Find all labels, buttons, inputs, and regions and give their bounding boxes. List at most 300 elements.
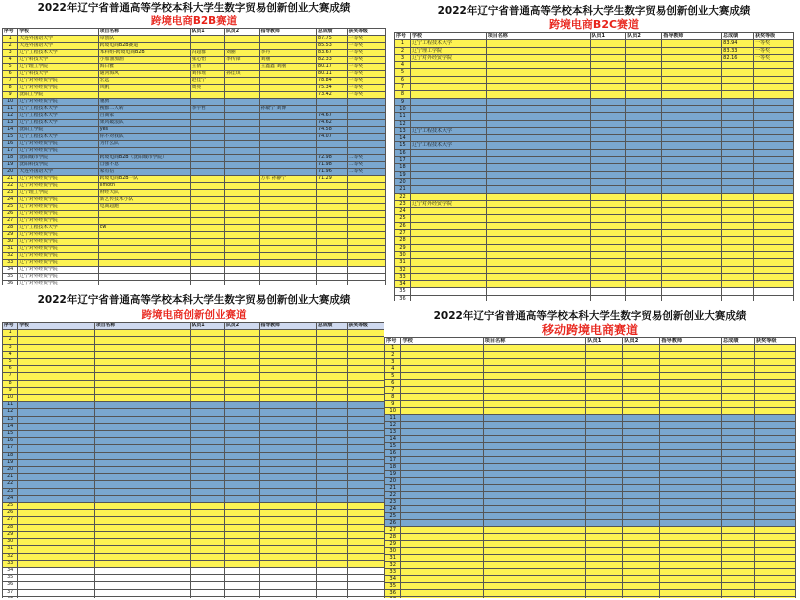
table-cell	[483, 485, 586, 492]
table-cell	[259, 92, 316, 99]
table-cell: 11	[385, 415, 401, 422]
table-cell	[317, 452, 348, 459]
table-cell: 辽宁对外经贸学院	[410, 54, 486, 61]
table-cell	[94, 445, 190, 452]
table-row	[395, 266, 794, 273]
table-cell: 27	[385, 527, 401, 534]
table-cell	[225, 281, 259, 286]
column-header: 项目名称	[483, 338, 586, 345]
table-cell: 5	[395, 69, 411, 76]
table-cell	[190, 467, 224, 474]
table-cell	[483, 583, 586, 590]
table-cell: 辽宁对外经贸学院	[18, 183, 98, 190]
column-header: 学校	[410, 33, 486, 40]
table-row	[395, 47, 794, 54]
table-cell	[317, 141, 348, 148]
table-cell	[586, 345, 623, 352]
table-cell	[259, 416, 316, 423]
table-cell	[401, 513, 483, 520]
table-cell	[486, 237, 590, 244]
table-cell	[486, 54, 590, 61]
table-cell	[660, 471, 722, 478]
table-cell	[626, 251, 662, 258]
table-cell	[590, 281, 626, 288]
table-cell: 新艺传技术小队	[98, 197, 190, 204]
table-cell	[94, 330, 190, 337]
table-cell: 辽宁工程技术大学	[18, 106, 98, 113]
table-cell	[722, 127, 754, 134]
table-cell	[721, 471, 754, 478]
table-cell	[225, 274, 259, 281]
table-cell	[190, 582, 224, 589]
table-cell: 跨境电商B2B一队	[98, 176, 190, 183]
table-cell	[590, 142, 626, 149]
table-cell	[259, 190, 316, 197]
table-row	[395, 113, 794, 120]
column-header: 序号	[3, 29, 18, 36]
table-cell	[483, 408, 586, 415]
table-cell: 36	[3, 582, 18, 589]
table-cell: 75.34	[317, 85, 348, 92]
table-cell	[94, 503, 190, 510]
table-cell	[259, 113, 316, 120]
table-cell	[590, 69, 626, 76]
table-cell	[722, 84, 754, 91]
table-cell: 刘丽	[259, 57, 316, 64]
table-cell	[225, 589, 259, 596]
table-cell	[190, 488, 224, 495]
table-row	[3, 510, 386, 517]
table-cell	[317, 589, 348, 596]
table-cell: 海日雅	[98, 64, 190, 71]
table-cell	[259, 423, 316, 430]
table-cell	[662, 69, 722, 76]
table-cell: 31	[3, 546, 18, 553]
table-cell	[401, 562, 483, 569]
table-cell	[94, 488, 190, 495]
table-cell	[94, 351, 190, 358]
table-cell	[586, 352, 623, 359]
table-cell	[18, 431, 95, 438]
table-cell	[225, 218, 259, 225]
table-row	[385, 394, 796, 401]
table-cell	[754, 534, 795, 541]
table-cell	[623, 345, 660, 352]
table-cell: 自强不息	[98, 162, 190, 169]
table-cell	[626, 157, 662, 164]
table-cell: 14	[3, 127, 18, 134]
table-cell	[721, 380, 754, 387]
table-cell	[721, 422, 754, 429]
table-cell	[317, 204, 348, 211]
table-cell: 26	[385, 520, 401, 527]
table-cell	[98, 239, 190, 246]
table-cell	[190, 225, 224, 232]
table-cell	[483, 478, 586, 485]
table-cell	[721, 373, 754, 380]
results-panel-mobile	[384, 309, 796, 598]
table-row	[3, 452, 386, 459]
table-cell	[190, 211, 224, 218]
table-cell	[98, 260, 190, 267]
table-cell	[623, 401, 660, 408]
table-cell	[586, 597, 623, 599]
table-cell: 16	[3, 141, 18, 148]
table-cell	[225, 546, 259, 553]
table-cell: 17	[3, 445, 18, 452]
table-cell	[721, 520, 754, 527]
table-row	[3, 402, 386, 409]
table-row	[3, 445, 386, 452]
table-cell	[259, 134, 316, 141]
table-cell	[347, 127, 385, 134]
table-cell	[486, 47, 590, 54]
table-cell	[347, 344, 385, 351]
table-row	[3, 531, 386, 538]
table-cell	[660, 569, 722, 576]
table-cell	[754, 492, 795, 499]
table-cell	[259, 459, 316, 466]
table-cell	[347, 204, 385, 211]
table-cell	[626, 186, 662, 193]
table-cell	[18, 467, 95, 474]
table-cell: 13	[395, 127, 411, 134]
table-cell	[18, 416, 95, 423]
table-cell	[401, 359, 483, 366]
column-header: 队员2	[623, 338, 660, 345]
table-cell	[626, 127, 662, 134]
table-cell	[754, 149, 794, 156]
table-cell: 王鑫鑫 刘丽	[259, 64, 316, 71]
column-header: 总成绩	[722, 33, 754, 40]
table-row	[3, 113, 386, 120]
table-cell: 一等奖	[754, 54, 794, 61]
table-cell: 74.62	[317, 120, 348, 127]
results-panel-innovation	[2, 292, 386, 598]
table-cell	[225, 596, 259, 598]
table-cell	[347, 387, 385, 394]
table-cell: 2	[3, 43, 18, 50]
table-cell	[626, 244, 662, 251]
table-cell	[754, 171, 794, 178]
table-cell	[317, 402, 348, 409]
table-cell: 12	[3, 113, 18, 120]
table-cell	[410, 244, 486, 251]
table-cell	[660, 450, 722, 457]
table-row	[3, 57, 386, 64]
table-cell	[347, 560, 385, 567]
table-cell	[190, 204, 224, 211]
table-cell: 9	[385, 401, 401, 408]
table-cell	[590, 91, 626, 98]
table-cell: 20	[395, 178, 411, 185]
table-cell	[483, 471, 586, 478]
table-cell	[486, 98, 590, 105]
table-cell	[317, 373, 348, 380]
table-cell	[225, 416, 259, 423]
table-cell: 27	[3, 517, 18, 524]
table-cell	[590, 47, 626, 54]
table-cell: 辽宁对外经贸学院	[18, 85, 98, 92]
table-cell: 大连外国语大学	[18, 169, 98, 176]
table-cell	[590, 171, 626, 178]
table-cell	[662, 120, 722, 127]
table-cell: 71.29	[317, 176, 348, 183]
table-cell	[225, 575, 259, 582]
table-cell	[660, 590, 722, 597]
table-cell	[317, 211, 348, 218]
table-cell	[662, 142, 722, 149]
table-cell	[586, 513, 623, 520]
table-cell	[225, 452, 259, 459]
table-cell	[586, 359, 623, 366]
table-cell	[401, 352, 483, 359]
table-cell: 35	[385, 583, 401, 590]
table-row	[3, 351, 386, 358]
table-cell	[317, 359, 348, 366]
table-cell	[722, 91, 754, 98]
table-cell	[754, 597, 795, 599]
table-cell	[623, 562, 660, 569]
panel-subtitle: 跨境电商创新创业赛道	[141, 309, 247, 321]
table-cell: 22	[385, 492, 401, 499]
table-cell	[660, 443, 722, 450]
table-cell	[660, 548, 722, 555]
table-row	[3, 438, 386, 445]
table-cell	[722, 193, 754, 200]
table-cell	[259, 467, 316, 474]
table-cell: 29	[3, 531, 18, 538]
table-cell	[225, 232, 259, 239]
table-cell	[754, 244, 794, 251]
table-cell: 沈阳工学院	[18, 92, 98, 99]
table-cell	[225, 539, 259, 546]
table-cell	[317, 106, 348, 113]
table-cell: 23	[385, 499, 401, 506]
table-cell	[94, 380, 190, 387]
table-row	[3, 589, 386, 596]
table-cell	[225, 330, 259, 337]
table-row	[3, 204, 386, 211]
table-cell	[660, 583, 722, 590]
table-cell: 3	[385, 359, 401, 366]
table-cell	[225, 524, 259, 531]
table-cell	[586, 541, 623, 548]
column-header: 学校	[18, 29, 98, 36]
table-cell	[486, 215, 590, 222]
table-cell	[259, 99, 316, 106]
table-cell	[483, 387, 586, 394]
table-cell	[317, 553, 348, 560]
table-cell: 王倩	[190, 64, 224, 71]
table-cell	[18, 445, 95, 452]
table-cell	[486, 178, 590, 185]
table-cell	[486, 230, 590, 237]
table-cell	[660, 464, 722, 471]
table-cell	[754, 273, 794, 280]
table-cell	[722, 273, 754, 280]
table-cell	[586, 548, 623, 555]
table-cell	[259, 36, 316, 43]
table-row	[3, 344, 386, 351]
table-row	[385, 506, 796, 513]
table-cell	[225, 127, 259, 134]
table-cell	[317, 274, 348, 281]
table-cell	[347, 582, 385, 589]
table-cell	[190, 539, 224, 546]
table-cell	[259, 330, 316, 337]
table-cell	[190, 575, 224, 582]
table-cell: 87.75	[317, 36, 348, 43]
table-cell	[347, 225, 385, 232]
table-cell	[754, 84, 794, 91]
table-cell	[18, 589, 95, 596]
table-cell: 30	[3, 239, 18, 246]
table-cell: 辽宁对外经贸学院	[410, 200, 486, 207]
table-cell	[626, 193, 662, 200]
table-cell: 19	[3, 459, 18, 466]
table-cell: 83.67	[317, 50, 348, 57]
table-cell	[18, 452, 95, 459]
table-cell: 刘丽	[225, 50, 259, 57]
table-row	[395, 251, 794, 258]
table-cell: 18	[3, 452, 18, 459]
table-cell	[18, 387, 95, 394]
table-cell	[98, 232, 190, 239]
table-cell	[94, 431, 190, 438]
table-cell	[626, 215, 662, 222]
table-cell	[486, 120, 590, 127]
table-cell	[317, 239, 348, 246]
table-cell	[721, 506, 754, 513]
table-cell: 10	[385, 408, 401, 415]
table-cell	[259, 452, 316, 459]
table-row	[3, 127, 386, 134]
table-cell	[483, 506, 586, 513]
table-cell: 辽宁理工学院	[410, 47, 486, 54]
column-header: 总成绩	[317, 323, 348, 330]
table-cell	[347, 267, 385, 274]
table-cell	[721, 576, 754, 583]
table-row	[3, 481, 386, 488]
table-cell: 23	[3, 488, 18, 495]
table-cell	[410, 76, 486, 83]
table-row	[3, 211, 386, 218]
table-row	[395, 281, 794, 288]
table-cell	[660, 422, 722, 429]
table-cell	[190, 253, 224, 260]
table-cell	[483, 436, 586, 443]
table-cell: 34	[395, 281, 411, 288]
table-cell	[586, 429, 623, 436]
table-cell	[754, 186, 794, 193]
table-cell	[626, 91, 662, 98]
table-cell	[586, 443, 623, 450]
table-cell	[626, 149, 662, 156]
table-cell	[401, 555, 483, 562]
table-cell: 果风破浪队	[98, 120, 190, 127]
column-header: 队员2	[225, 323, 259, 330]
table-cell	[586, 492, 623, 499]
table-cell	[347, 567, 385, 574]
table-cell	[586, 576, 623, 583]
table-cell	[626, 164, 662, 171]
table-cell	[590, 178, 626, 185]
table-cell: 18	[385, 464, 401, 471]
table-cell: cw	[98, 225, 190, 232]
table-cell: 25	[3, 503, 18, 510]
table-cell	[317, 267, 348, 274]
table-cell	[722, 259, 754, 266]
table-cell	[98, 211, 190, 218]
table-cell	[225, 517, 259, 524]
table-cell	[623, 387, 660, 394]
column-header: 队员2	[626, 33, 662, 40]
table-cell: 82.33	[317, 57, 348, 64]
table-cell: 12	[3, 409, 18, 416]
table-cell	[590, 259, 626, 266]
table-cell	[225, 246, 259, 253]
table-cell: 27	[3, 218, 18, 225]
table-cell	[722, 288, 754, 295]
table-cell	[486, 266, 590, 273]
table-cell	[259, 43, 316, 50]
table-cell	[586, 590, 623, 597]
table-cell	[623, 492, 660, 499]
table-cell: 二等奖	[347, 169, 385, 176]
table-cell	[623, 485, 660, 492]
panel-title: 2022年辽宁省普通高等学校本科大学生数字贸易创新创业大赛成绩	[437, 5, 751, 17]
table-cell: 12	[395, 120, 411, 127]
table-cell	[347, 183, 385, 190]
table-cell	[317, 232, 348, 239]
table-row	[3, 141, 386, 148]
table-cell	[317, 281, 348, 286]
table-cell: 72.98	[317, 155, 348, 162]
table-cell	[590, 295, 626, 301]
table-cell: 大连外国语大学	[18, 36, 98, 43]
table-cell	[722, 281, 754, 288]
table-cell	[626, 40, 662, 47]
table-cell	[754, 408, 795, 415]
table-cell	[347, 176, 385, 183]
table-cell	[259, 218, 316, 225]
table-cell	[190, 402, 224, 409]
table-cell	[94, 567, 190, 574]
table-cell: 29	[385, 541, 401, 548]
table-cell	[385, 597, 401, 599]
table-cell	[486, 62, 590, 69]
table-cell: 71.96	[317, 169, 348, 176]
table-row	[385, 492, 796, 499]
table-cell	[190, 141, 224, 148]
table-cell	[190, 260, 224, 267]
table-cell	[317, 416, 348, 423]
table-cell	[722, 237, 754, 244]
table-cell: 风帆	[98, 85, 190, 92]
table-cell	[590, 215, 626, 222]
table-cell	[317, 431, 348, 438]
table-row	[395, 149, 794, 156]
table-cell: 跨境电商B2B赛道	[98, 43, 190, 50]
table-cell	[317, 575, 348, 582]
table-cell	[660, 576, 722, 583]
table-cell	[410, 222, 486, 229]
table-cell	[317, 567, 348, 574]
table-cell	[483, 513, 586, 520]
table-cell	[259, 281, 316, 286]
table-row	[3, 459, 386, 466]
